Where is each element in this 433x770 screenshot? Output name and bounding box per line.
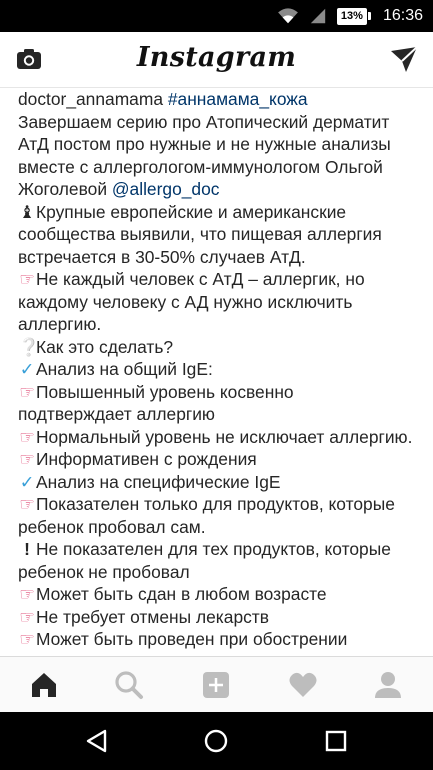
caption-line xyxy=(18,178,428,201)
heart-icon[interactable] xyxy=(287,669,319,701)
caption-line: АтД постом про нужные и не нужные анализы xyxy=(18,134,391,154)
caption-line xyxy=(18,403,428,426)
add-post-icon[interactable] xyxy=(200,669,232,701)
recents-icon[interactable] xyxy=(323,728,349,754)
caption-line xyxy=(18,471,428,494)
post-caption xyxy=(18,88,428,656)
caption-line-text: подтверждает аллергию xyxy=(18,404,215,424)
check-icon: ✓ xyxy=(19,471,35,492)
back-icon[interactable] xyxy=(84,728,110,754)
hand-icon: ☞ xyxy=(19,449,35,469)
status-bar xyxy=(0,0,433,32)
caption-line: вместе с аллергологом-иммунологом Ольгой xyxy=(18,156,383,177)
profile-icon[interactable] xyxy=(372,669,404,701)
battery-level: 13% xyxy=(337,8,367,25)
caption-line xyxy=(18,336,428,359)
caption-line xyxy=(18,628,428,651)
hand-icon: ☞ xyxy=(19,381,35,402)
home-icon[interactable] xyxy=(28,669,60,701)
caption-line-text: Крупные европейские и американские xyxy=(36,201,347,222)
caption-line xyxy=(18,223,428,246)
hand-icon: ☞ xyxy=(19,606,35,627)
caption-line xyxy=(18,268,428,291)
hand-icon: ☞ xyxy=(19,494,35,514)
caption-line-text: ребенок не пробовал xyxy=(18,561,190,582)
excl-icon: ! xyxy=(24,539,30,559)
question-icon: ❔ xyxy=(18,336,40,357)
battery-indicator xyxy=(337,8,371,25)
caption-line xyxy=(18,358,428,381)
status-icons xyxy=(277,0,423,32)
caption-line xyxy=(18,448,428,471)
caption-line xyxy=(18,246,428,269)
caption-line-text: Не показателен для тех продуктов, которые xyxy=(36,539,391,559)
caption-line xyxy=(18,426,428,449)
hashtag-link[interactable]: #аннамама_кожа xyxy=(167,89,308,109)
caption-line-text: Как это сделать? xyxy=(36,336,174,357)
wifi-icon xyxy=(277,7,299,25)
clock: 16:36 xyxy=(382,7,423,24)
caption-line xyxy=(18,561,428,584)
caption-line xyxy=(18,313,428,336)
caption-line-text: Не требует отмены лекарств xyxy=(36,606,270,627)
caption-line-text: Нормальный уровень не исключает аллергию. xyxy=(36,426,413,447)
caption-line xyxy=(18,583,428,606)
direct-message-icon[interactable] xyxy=(389,44,419,74)
caption-line xyxy=(18,516,428,539)
caption-line-text: Повышенный уровень косвенно xyxy=(36,381,294,402)
caption-line-text: сообщества выявили, что пищевая аллергия xyxy=(18,224,382,244)
caption-line xyxy=(18,381,428,404)
caption-line xyxy=(18,606,428,629)
caption-line xyxy=(18,201,428,224)
hand-icon: ☞ xyxy=(19,584,35,604)
check-icon: ✓ xyxy=(19,359,35,379)
mention-link[interactable]: @allergo_doc xyxy=(111,179,220,199)
caption-line-text: Показателен только для продуктов, которые xyxy=(36,494,395,514)
caption-line xyxy=(18,538,428,561)
bottom-nav xyxy=(0,656,433,712)
caption-items xyxy=(18,201,428,674)
bell-icon: ♝ xyxy=(19,201,35,222)
home-circle-icon[interactable] xyxy=(203,728,229,754)
caption-line-text: аллергию. xyxy=(18,314,102,334)
caption-line: Завершаем серию про Атопический дерматит xyxy=(18,111,390,132)
caption-line-text: Жоголевой xyxy=(18,179,112,199)
hand-icon: ☞ xyxy=(19,269,35,289)
caption-line-text: Может быть проведен при обострении xyxy=(36,629,348,649)
caption-line-text: встречается в 30-50% случаев АтД. xyxy=(18,246,306,267)
hand-icon: ☞ xyxy=(19,629,35,649)
caption-line xyxy=(18,291,428,314)
caption-line-text: Не каждый человек с АтД – аллергик, но xyxy=(36,269,365,289)
system-nav-bar xyxy=(0,712,433,770)
caption-line-text: Может быть сдан в любом возрасте xyxy=(36,584,327,604)
caption-line-text: Информативен с рождения xyxy=(36,449,257,469)
caption-line-text: ребенок пробовал сам. xyxy=(18,516,206,537)
search-icon[interactable] xyxy=(113,669,145,701)
post-username[interactable]: doctor_annamama xyxy=(18,89,164,109)
caption-line xyxy=(18,493,428,516)
caption-header xyxy=(18,88,428,111)
app-header xyxy=(0,32,433,88)
app-logo: Instagram xyxy=(136,42,297,73)
caption-line-text: каждому человеку с АД нужно исключить xyxy=(18,291,353,312)
hand-icon: ☞ xyxy=(19,426,35,447)
signal-icon xyxy=(307,7,329,25)
caption-line-text: Анализ на специфические IgE xyxy=(36,471,281,492)
caption-line-text: Анализ на общий IgE: xyxy=(36,359,213,379)
